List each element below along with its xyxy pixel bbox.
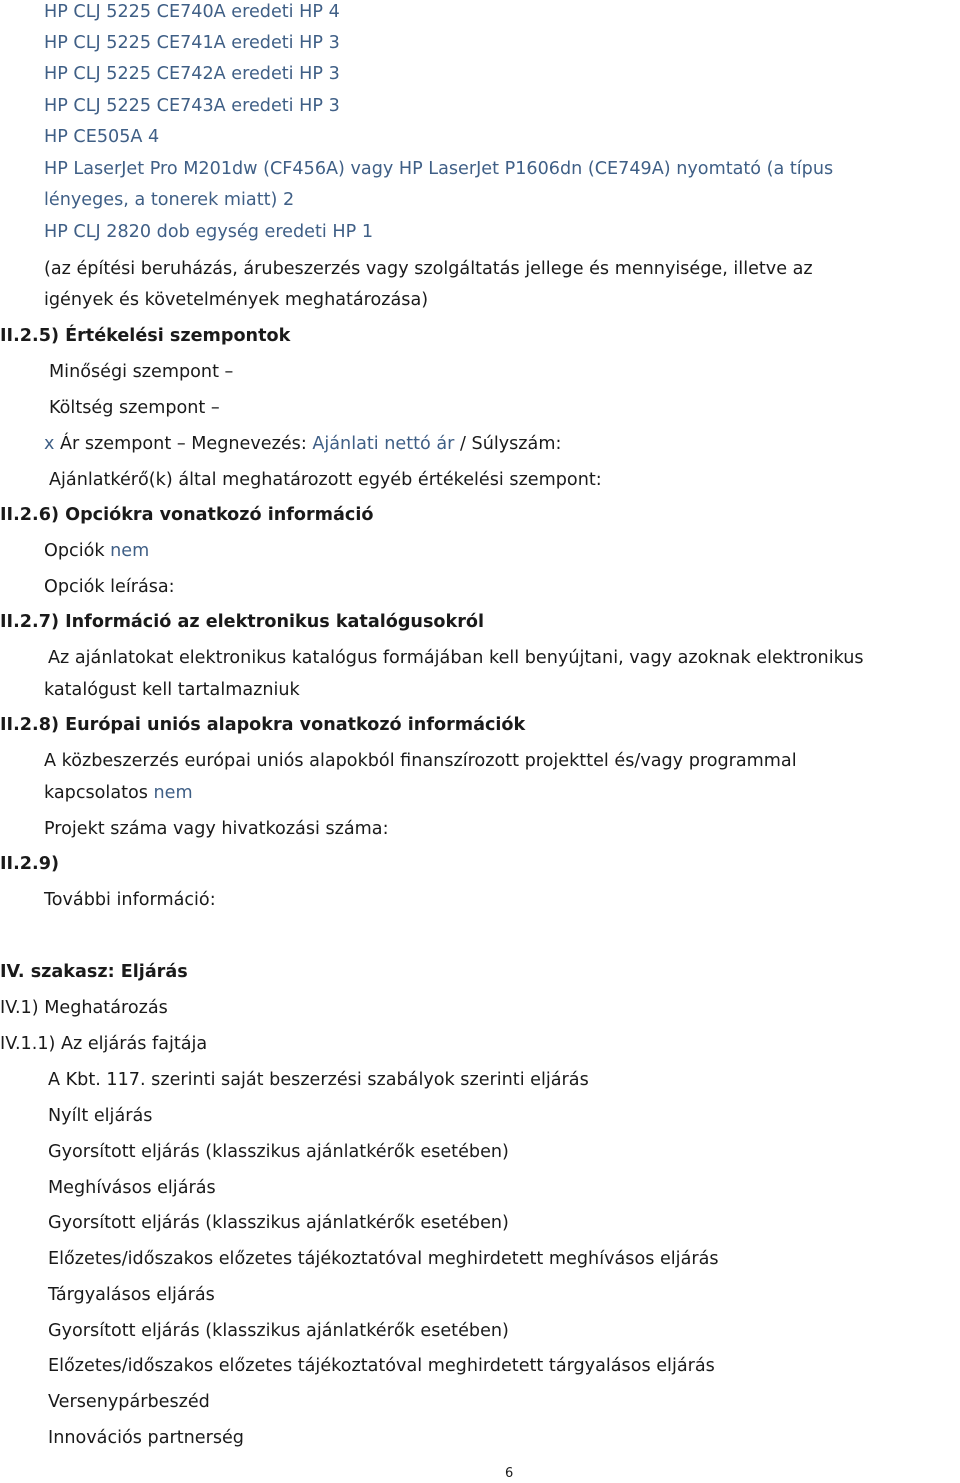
eu-funds-label: kapcsolatos [44,783,148,803]
section-heading-ii-2-9: II.2.9) [0,854,59,874]
price-checkmark: x [44,434,55,454]
price-criterion-value: Ajánlati nettó ár [312,434,455,454]
options-value: nem [110,541,150,561]
section-heading-ii-2-5: II.2.5) Értékelési szempontok [0,326,291,346]
procedure-item: Gyorsított eljárás (klasszikus ajánlatkérők esetében) [48,1213,509,1233]
project-number: Projekt száma vagy hivatkozási száma: [44,819,389,839]
item-line: HP CLJ 5225 CE742A eredeti HP 3 [44,64,340,84]
procedure-item: Nyílt eljárás [48,1106,153,1126]
options-row [44,539,149,563]
procedure-item: Előzetes/időszakos előzetes tájékoztatóval meghirdetett tárgyalásos eljárás [48,1356,715,1376]
procedure-item: A Kbt. 117. szerinti saját beszerzési szabályok szerinti eljárás [48,1070,589,1090]
item-line: lényeges, a tonerek miatt) 2 [44,190,295,210]
eu-funds-value: nem [153,783,193,803]
additional-info: További információ: [44,890,216,910]
price-criterion-label: Ár szempont – Megnevezés: [60,434,307,454]
procedure-item: Gyorsított eljárás (klasszikus ajánlatkérők esetében) [48,1142,509,1162]
procedure-item: Gyorsított eljárás (klasszikus ajánlatkérők esetében) [48,1321,509,1341]
section-heading-ii-2-7: II.2.7) Információ az elektronikus katalógusokról [0,612,485,632]
item-line: HP CLJ 5225 CE740A eredeti HP 4 [44,2,340,22]
item-line: HP CE505A 4 [44,127,160,147]
item-line: HP CLJ 5225 CE743A eredeti HP 3 [44,96,340,116]
eu-funds-row [44,781,193,805]
section-heading-ii-2-6: II.2.6) Opciókra vonatkozó információ [0,505,374,525]
catalog-text-line: Az ajánlatokat elektronikus katalógus formájában kell benyújtani, vagy azoknak elektronikus [48,648,864,668]
section-iv-1-1: IV.1.1) Az eljárás fajtája [0,1034,208,1054]
procedure-item: Meghívásos eljárás [48,1178,216,1198]
item-line: HP CLJ 5225 CE741A eredeti HP 3 [44,33,340,53]
item-line: HP CLJ 2820 dob egység eredeti HP 1 [44,222,374,242]
other-criterion: Ajánlatkérő(k) által meghatározott egyéb értékelési szempont: [49,470,602,490]
section-heading-ii-2-8: II.2.8) Európai uniós alapokra vonatkozó információk [0,715,526,735]
cost-criterion: Költség szempont – [49,398,220,418]
options-description: Opciók leírása: [44,577,175,597]
part-iv-heading: IV. szakasz: Eljárás [0,962,188,982]
catalog-text-line: katalógust kell tartalmazniuk [44,680,300,700]
options-label: Opciók [44,541,105,561]
item-line: HP LaserJet Pro M201dw (CF456A) vagy HP LaserJet P1606dn (CE749A) nyomtató (a típus [44,159,834,179]
procedure-item: Tárgyalásos eljárás [48,1285,215,1305]
procedure-item: Innovációs partnerség [48,1428,244,1448]
scope-note-line: igények és követelmények meghatározása) [44,290,429,310]
page-number: 6 [505,1466,514,1481]
price-criterion-row [44,432,561,456]
eu-funds-text-line: A közbeszerzés európai uniós alapokból finanszírozott projekttel és/vagy programmal [44,751,797,771]
scope-note-line: (az építési beruházás, árubeszerzés vagy szolgáltatás jellege és mennyisége, illetve az [44,259,813,279]
section-iv-1: IV.1) Meghatározás [0,998,168,1018]
procedure-item: Előzetes/időszakos előzetes tájékoztatóval meghirdetett meghívásos eljárás [48,1249,719,1269]
quality-criterion: Minőségi szempont – [49,362,234,382]
weight-label: / Súlyszám: [460,434,562,454]
procedure-item: Versenypárbeszéd [48,1392,210,1412]
